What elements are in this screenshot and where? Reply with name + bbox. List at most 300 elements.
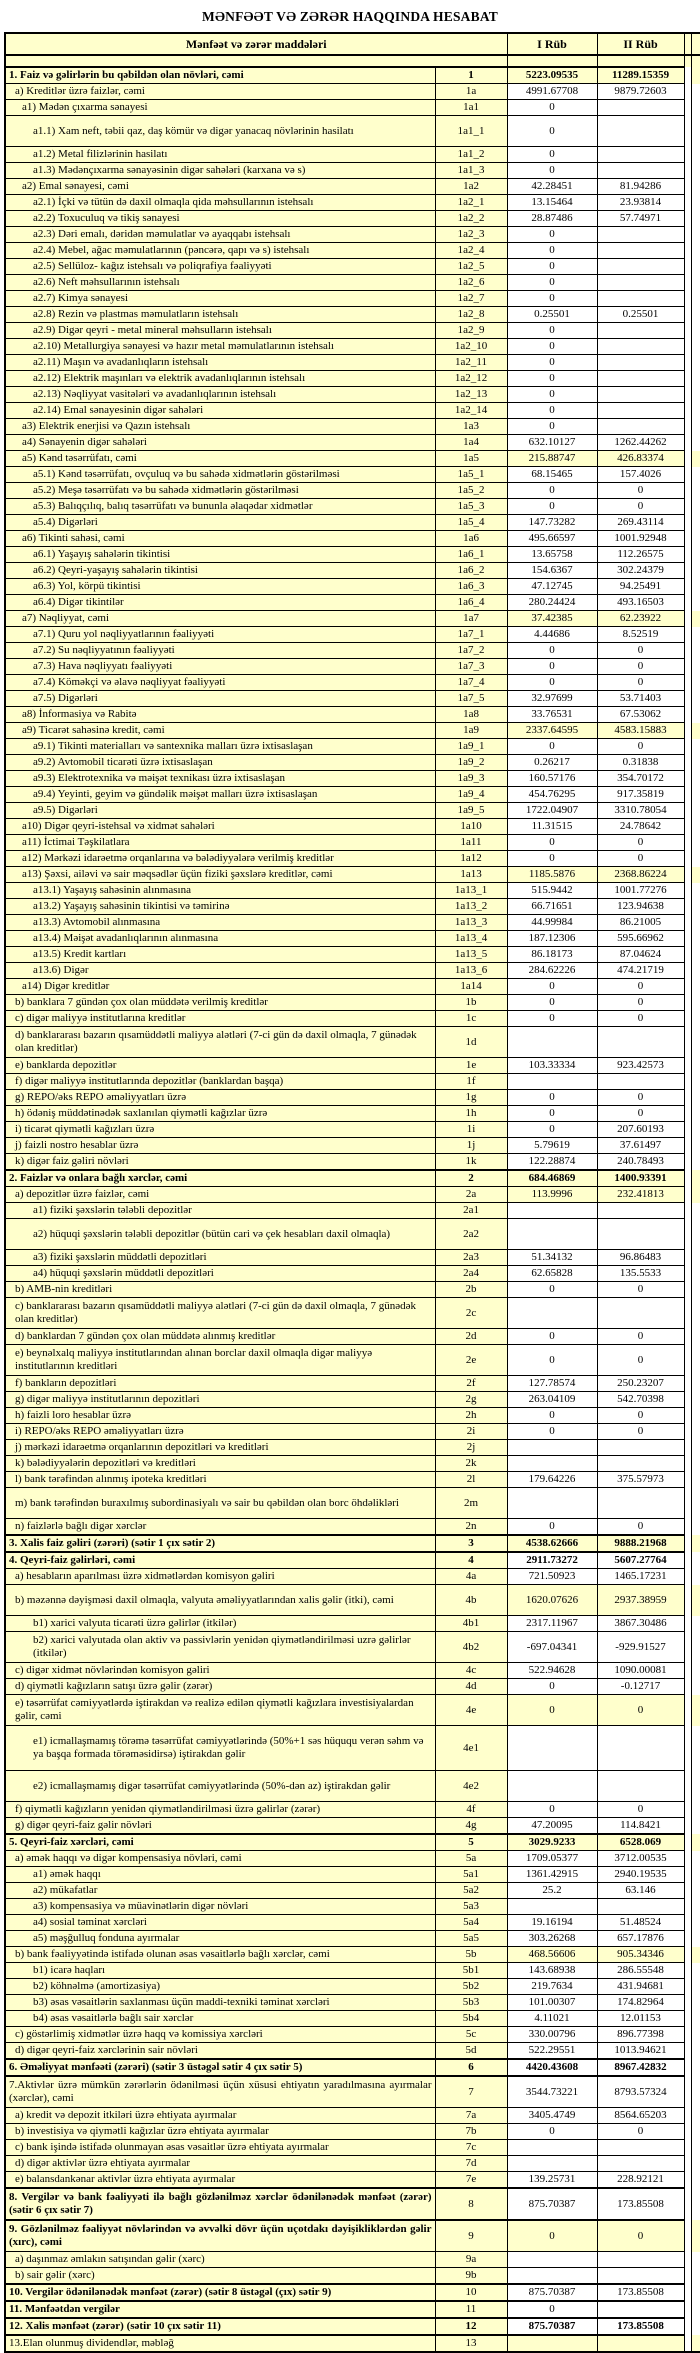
cutoff-column-cell — [684, 67, 700, 84]
value-q1: 4538.62666 — [507, 1535, 597, 1552]
row-code: 1a3 — [435, 419, 507, 435]
cutoff-column-fill — [691, 1138, 700, 1154]
table-row — [5, 1931, 700, 1947]
cutoff-column-fill — [691, 1408, 700, 1424]
cutoff-column-cell — [684, 915, 700, 931]
cutoff-column-fill — [691, 851, 700, 867]
row-code: 1a13_5 — [435, 947, 507, 963]
cutoff-column-cell — [684, 1106, 700, 1122]
value-q2: 0 — [597, 979, 684, 995]
cutoff-column-cell — [684, 1995, 700, 2011]
value-q2 — [597, 243, 684, 259]
table-row — [5, 1519, 700, 1536]
value-q2: 905.34346 — [597, 1947, 684, 1963]
row-code: 2d — [435, 1329, 507, 1345]
cutoff-column-fill — [691, 563, 700, 579]
table-row — [5, 1915, 700, 1931]
row-code: 2a1 — [435, 1203, 507, 1219]
row-code: 1a2 — [435, 179, 507, 195]
page-title: MƏNFƏƏT VƏ ZƏRƏR HAQQINDA HESABAT — [202, 9, 498, 24]
cutoff-column-fill — [691, 2335, 700, 2352]
value-q2: 2368.86224 — [597, 867, 684, 883]
row-code: 5a2 — [435, 1883, 507, 1899]
table-row — [5, 1106, 700, 1122]
row-label: a13.4) Məişət avadanlıqlarının alınmasına — [5, 931, 435, 947]
row-code: 4b1 — [435, 1616, 507, 1632]
row-label: a13) Şəxsi, ailəvi və sair məqsədlər üçün fiziki şəxslərə kreditlər, cəmi — [5, 867, 435, 883]
table-row — [5, 2011, 700, 2027]
value-q2 — [597, 1771, 684, 1802]
value-q2: 0 — [597, 1519, 684, 1536]
table-row — [5, 1883, 700, 1899]
value-q2 — [597, 291, 684, 307]
table-row — [5, 2335, 700, 2352]
value-q1: 147.73282 — [507, 515, 597, 531]
row-label: a1) fiziki şəxslərin tələbli depozitlər — [5, 1203, 435, 1219]
cutoff-column-fill — [691, 2059, 700, 2076]
row-code: 1a2_11 — [435, 355, 507, 371]
cutoff-column-cell — [684, 947, 700, 963]
cutoff-column-cell — [684, 1187, 700, 1203]
row-code: 1a5_1 — [435, 467, 507, 483]
cutoff-column-cell — [684, 931, 700, 947]
row-label: a) depozitlər üzrə faizlər, cəmi — [5, 1187, 435, 1203]
cutoff-column-cell — [684, 2335, 700, 2352]
row-code: 5c — [435, 2027, 507, 2043]
cutoff-column-fill — [691, 771, 700, 787]
cutoff-column-fill — [691, 2076, 700, 2108]
value-q2: 375.57973 — [597, 1472, 684, 1488]
value-q2: 0 — [597, 1408, 684, 1424]
cutoff-column-fill — [691, 1187, 700, 1203]
cutoff-column-fill — [691, 2172, 700, 2189]
row-label: d) digər aktivlər üzrə ehtiyata ayırmalar — [5, 2156, 435, 2172]
row-code: 5d — [435, 2043, 507, 2060]
row-code: 13 — [435, 2335, 507, 2352]
row-code: 2i — [435, 1424, 507, 1440]
value-q2: 0 — [597, 739, 684, 755]
row-label: a2) hüquqi şəxslərin tələbli depozitlər (bütün cari və çek hesabları daxil olmaqla) — [5, 1219, 435, 1250]
row-label: a2.10) Metallurgiya sənayesi və hazır metal məmulatlarının istehsalı — [5, 339, 435, 355]
row-label: a3) fiziki şəxslərin müddətli depozitləri — [5, 1250, 435, 1266]
cutoff-column-cell — [684, 595, 700, 611]
cutoff-column-fill — [691, 403, 700, 419]
row-code: 1a6_2 — [435, 563, 507, 579]
value-q1: 42.28451 — [507, 179, 597, 195]
cutoff-column-cell — [684, 659, 700, 675]
row-label: a7.4) Köməkçi və əlavə nəqliyyat fəaliyyəti — [5, 675, 435, 691]
row-label: 12. Xalis mənfəət (zərər) (sətir 10 çıx sətir 11) — [5, 2318, 435, 2335]
row-code: 4b2 — [435, 1632, 507, 1663]
value-q1: 154.6367 — [507, 563, 597, 579]
row-code: 9 — [435, 2220, 507, 2252]
row-code: 1a6 — [435, 531, 507, 547]
table-row — [5, 1440, 700, 1456]
value-q2: 0.25501 — [597, 307, 684, 323]
table-row — [5, 1203, 700, 1219]
row-label: a1.2) Metal filizlərinin hasilatı — [5, 147, 435, 163]
row-code: 3 — [435, 1535, 507, 1552]
value-q2: 426.83374 — [597, 451, 684, 467]
table-row — [5, 1963, 700, 1979]
value-q2: 0 — [597, 1802, 684, 1818]
table-row — [5, 2059, 700, 2076]
value-q1: 454.76295 — [507, 787, 597, 803]
cutoff-column-cell — [684, 2188, 700, 2220]
cutoff-column-fill — [691, 467, 700, 483]
value-q2: 51.48524 — [597, 1915, 684, 1931]
table-row — [5, 947, 700, 963]
value-q2: 0 — [597, 675, 684, 691]
row-label: g) REPO/əks REPO əməliyyatları üzrə — [5, 1090, 435, 1106]
cutoff-column-cell — [684, 227, 700, 243]
value-q2: -0.12717 — [597, 1679, 684, 1695]
value-q2 — [597, 339, 684, 355]
cutoff-column-fill — [691, 867, 700, 883]
table-header-row — [5, 33, 700, 55]
cutoff-column-fill — [691, 611, 700, 627]
value-q1: 33.76531 — [507, 707, 597, 723]
value-q2: 112.26575 — [597, 547, 684, 563]
row-code: 1a6_4 — [435, 595, 507, 611]
row-label: a) əmək haqqı və digər kompensasiya növləri, cəmi — [5, 1851, 435, 1867]
cutoff-column-fill — [691, 995, 700, 1011]
cutoff-column-fill — [691, 1250, 700, 1266]
profit-loss-table — [4, 32, 700, 2353]
cutoff-column-cell — [684, 1663, 700, 1679]
table-row — [5, 2284, 700, 2301]
value-q2: 0 — [597, 1106, 684, 1122]
cutoff-column-cell — [684, 2027, 700, 2043]
value-q1: 19.16194 — [507, 1915, 597, 1931]
row-label: h) ödəniş müddətinədək saxlanılan qiymətli kağızlar üzrə — [5, 1106, 435, 1122]
value-q2: 0 — [597, 2124, 684, 2140]
row-label: b) bank fəaliyyətində istifadə olunan əsas vəsaitlərlə bağlı xərclər, cəmi — [5, 1947, 435, 1963]
cutoff-column-cell — [684, 803, 700, 819]
row-code: 1a5_2 — [435, 483, 507, 499]
value-q2: 173.85508 — [597, 2284, 684, 2301]
value-q1: 103.33334 — [507, 1058, 597, 1074]
cutoff-column-cell — [684, 1440, 700, 1456]
value-q1 — [507, 1456, 597, 1472]
value-q1: 0 — [507, 147, 597, 163]
table-row — [5, 1154, 700, 1171]
row-label: a13.3) Avtomobil alınmasına — [5, 915, 435, 931]
table-row — [5, 1771, 700, 1802]
cutoff-column-fill — [691, 1058, 700, 1074]
row-code: 1a7_3 — [435, 659, 507, 675]
table-row — [5, 67, 700, 84]
row-code: 1a13_3 — [435, 915, 507, 931]
row-code: 8 — [435, 2188, 507, 2220]
row-code: 9b — [435, 2268, 507, 2285]
row-code: 1a1_1 — [435, 116, 507, 147]
row-code: 12 — [435, 2318, 507, 2335]
value-q1 — [507, 1298, 597, 1329]
cutoff-column-cell — [684, 835, 700, 851]
cutoff-column-fill — [691, 739, 700, 755]
row-label: b) məzənnə dəyişməsi daxil olmaqla, valyuta əməliyyatlarından xalis gəlir (itki), cəmi — [5, 1585, 435, 1616]
table-row — [5, 835, 700, 851]
table-row — [5, 2027, 700, 2043]
cutoff-column-fill — [691, 1771, 700, 1802]
row-label: 13.Elan olunmuş dividendlər, məbləğ — [5, 2335, 435, 2352]
row-code: 1e — [435, 1058, 507, 1074]
value-q2: 232.41813 — [597, 1187, 684, 1203]
row-label: a9.2) Avtomobil ticarəti üzrə ixtisaslaşan — [5, 755, 435, 771]
row-label: a11) İctimai Təşkilatlara — [5, 835, 435, 851]
row-code: 1a2_4 — [435, 243, 507, 259]
value-q1: 0 — [507, 739, 597, 755]
table-row — [5, 643, 700, 659]
value-q2 — [597, 1298, 684, 1329]
cutoff-column-cell — [684, 84, 700, 100]
row-code: 5 — [435, 1834, 507, 1851]
cutoff-column-cell — [684, 691, 700, 707]
row-label: 9. Gözlənilməz fəaliyyət növlərindən və əvvəlki dövr üçün uçotdakı dəyişikliklərdən gəlir (xırc), cəmi — [5, 2220, 435, 2252]
row-code: 1a8 — [435, 707, 507, 723]
table-row — [5, 371, 700, 387]
cutoff-column-cell — [684, 1250, 700, 1266]
value-q1: 4.11021 — [507, 2011, 597, 2027]
value-q2: 2940.19535 — [597, 1867, 684, 1883]
cutoff-column-cell — [684, 2059, 700, 2076]
cutoff-column-cell — [684, 1802, 700, 1818]
cutoff-column-cell — [684, 1488, 700, 1519]
cutoff-column-cell — [684, 643, 700, 659]
row-code: 1a5_4 — [435, 515, 507, 531]
cutoff-column-cell — [684, 2268, 700, 2285]
value-q2 — [597, 2140, 684, 2156]
cutoff-column-cell — [684, 387, 700, 403]
value-q1: 215.88747 — [507, 451, 597, 467]
cutoff-column-fill — [691, 787, 700, 803]
value-q1: 13.15464 — [507, 195, 597, 211]
cutoff-column-cell — [684, 995, 700, 1011]
row-code: 1a2_2 — [435, 211, 507, 227]
table-row — [5, 515, 700, 531]
row-label: a5.2) Meşə təsərrüfatı və bu sahədə xidmətlərin göstərilməsi — [5, 483, 435, 499]
value-q2: 542.70398 — [597, 1392, 684, 1408]
cutoff-column-fill — [691, 419, 700, 435]
table-row — [5, 1170, 700, 1187]
row-label: b4) əsas vəsaitlərlə bağlı sair xərclər — [5, 2011, 435, 2027]
value-q1: 122.28874 — [507, 1154, 597, 1171]
value-q2: 5607.27764 — [597, 1552, 684, 1569]
value-q1: 5223.09535 — [507, 67, 597, 84]
value-q2 — [597, 2252, 684, 2268]
value-q2: 157.4026 — [597, 467, 684, 483]
row-label: b) AMB-nin kreditləri — [5, 1282, 435, 1298]
value-q1: 0 — [507, 163, 597, 179]
cutoff-column-fill — [691, 1106, 700, 1122]
cutoff-column-cell — [684, 1695, 700, 1726]
row-code: 2e — [435, 1345, 507, 1376]
cutoff-column-cell — [684, 1834, 700, 1851]
row-code: 1a14 — [435, 979, 507, 995]
table-row — [5, 403, 700, 419]
row-code: 5b3 — [435, 1995, 507, 2011]
row-code: 1a2_1 — [435, 195, 507, 211]
row-code: 1c — [435, 1011, 507, 1027]
row-label: g) digər qeyri-faiz gəlir növləri — [5, 1818, 435, 1835]
cutoff-column-cell — [684, 1771, 700, 1802]
row-code: 1a7_2 — [435, 643, 507, 659]
value-q1: 1185.5876 — [507, 867, 597, 883]
row-code: 6 — [435, 2059, 507, 2076]
row-label: a5) Kənd təsərrüfatı, cəmi — [5, 451, 435, 467]
value-q1: 32.97699 — [507, 691, 597, 707]
value-q1: 0 — [507, 1282, 597, 1298]
cutoff-column-fill — [691, 1569, 700, 1585]
row-code: 2 — [435, 1170, 507, 1187]
row-label: d) digər qeyri-faiz xərclərinin sair növləri — [5, 2043, 435, 2060]
value-q1: 0 — [507, 291, 597, 307]
cutoff-column-cell — [684, 1138, 700, 1154]
value-q1: 0 — [507, 1679, 597, 1695]
table-row — [5, 100, 700, 116]
table-row — [5, 1947, 700, 1963]
cutoff-column-fill — [691, 371, 700, 387]
row-label: a2.3) Dəri emalı, dəridən məmulatlar və ayaqqabı istehsalı — [5, 227, 435, 243]
value-q1: 68.15465 — [507, 467, 597, 483]
row-code: 5b1 — [435, 1963, 507, 1979]
table-row — [5, 819, 700, 835]
cutoff-column-fill — [691, 1867, 700, 1883]
cutoff-column-fill — [691, 1915, 700, 1931]
cutoff-column-fill — [691, 515, 700, 531]
table-row — [5, 2140, 700, 2156]
row-label: a4) hüquqi şəxslərin müddətli depozitləri — [5, 1266, 435, 1282]
table-row — [5, 1011, 700, 1027]
value-q1: 51.34132 — [507, 1250, 597, 1266]
value-q1: 160.57176 — [507, 771, 597, 787]
row-label: a1.3) Mədənçıxarma sənayəsinin digər sahələri (karxana və s) — [5, 163, 435, 179]
value-q1: 0 — [507, 2301, 597, 2318]
value-q1: 522.29551 — [507, 2043, 597, 2060]
value-q1: 515.9442 — [507, 883, 597, 899]
value-q2: 0 — [597, 483, 684, 499]
cutoff-column-cell — [684, 1219, 700, 1250]
row-label: a) Kreditlər üzrə faizlər, cəmi — [5, 84, 435, 100]
row-code: 2m — [435, 1488, 507, 1519]
row-label: j) faizli nostro hesablar üzrə — [5, 1138, 435, 1154]
table-row — [5, 1282, 700, 1298]
table-row — [5, 467, 700, 483]
value-q2: 2937.38959 — [597, 1585, 684, 1616]
value-q1: 3029.9233 — [507, 1834, 597, 1851]
row-code: 7c — [435, 2140, 507, 2156]
value-q1: 495.66597 — [507, 531, 597, 547]
cutoff-column-fill — [691, 1899, 700, 1915]
cutoff-column-cell — [684, 195, 700, 211]
table-row — [5, 867, 700, 883]
cutoff-column-fill — [691, 1679, 700, 1695]
cutoff-column-fill — [691, 1883, 700, 1899]
row-code: 1a2_10 — [435, 339, 507, 355]
value-q1: 0 — [507, 323, 597, 339]
cutoff-column-cell — [684, 1027, 700, 1058]
cutoff-column-fill — [691, 659, 700, 675]
value-q2: 0 — [597, 1090, 684, 1106]
value-q2: 3310.78054 — [597, 803, 684, 819]
row-code: 1i — [435, 1122, 507, 1138]
value-q1 — [507, 2252, 597, 2268]
table-row — [5, 963, 700, 979]
column-header-items: Mənfəət və zərər maddələri — [5, 33, 507, 55]
value-q1: 0 — [507, 1408, 597, 1424]
cutoff-column-cell — [684, 1472, 700, 1488]
cutoff-column-fill — [691, 291, 700, 307]
cutoff-column-fill — [691, 883, 700, 899]
value-q2: 3867.30486 — [597, 1616, 684, 1632]
cutoff-column-fill — [691, 243, 700, 259]
cutoff-column-cell — [684, 291, 700, 307]
value-q2: 240.78493 — [597, 1154, 684, 1171]
value-q2: 11289.15359 — [597, 67, 684, 84]
cutoff-column-cell — [684, 515, 700, 531]
row-code: 7a — [435, 2108, 507, 2124]
row-code: 1a11 — [435, 835, 507, 851]
value-q1 — [507, 2140, 597, 2156]
row-code: 1a4 — [435, 435, 507, 451]
value-q2: 0 — [597, 643, 684, 659]
table-row — [5, 1329, 700, 1345]
cutoff-column-cell — [684, 1456, 700, 1472]
value-q2: 0 — [597, 659, 684, 675]
cutoff-column-cell — [684, 2043, 700, 2060]
cutoff-column-fill — [691, 1170, 700, 1187]
value-q2 — [597, 100, 684, 116]
value-q2: 0 — [597, 1329, 684, 1345]
table-row — [5, 116, 700, 147]
value-q1: 0 — [507, 419, 597, 435]
table-row — [5, 1585, 700, 1616]
cutoff-column-cell — [684, 1851, 700, 1867]
row-code: 2k — [435, 1456, 507, 1472]
row-label: a13.2) Yaşayış sahəsinin tikintisi və təmirinə — [5, 899, 435, 915]
table-row — [5, 755, 700, 771]
cutoff-column-fill — [691, 1298, 700, 1329]
value-q2: 87.04624 — [597, 947, 684, 963]
value-q2: 0 — [597, 851, 684, 867]
row-code: 1a6_3 — [435, 579, 507, 595]
cutoff-column-fill — [691, 1203, 700, 1219]
value-q1: 0 — [507, 1519, 597, 1536]
row-label: d) banklardan 7 gündən çox olan müddətə alınmış kreditlər — [5, 1329, 435, 1345]
row-label: a5.3) Balıqçılıq, balıq təsərrüfatı və bununla əlaqədar xidmətlər — [5, 499, 435, 515]
value-q1: 2317.11967 — [507, 1616, 597, 1632]
row-label: a2.11) Maşın və avadanlıqların istehsalı — [5, 355, 435, 371]
cutoff-column-fill — [691, 339, 700, 355]
value-q1: 0 — [507, 995, 597, 1011]
value-q2: 0 — [597, 499, 684, 515]
cutoff-column-fill — [691, 2043, 700, 2060]
cutoff-column-cell — [684, 1931, 700, 1947]
table-row — [5, 259, 700, 275]
cutoff-column-fill — [691, 1488, 700, 1519]
cutoff-column-fill — [691, 1963, 700, 1979]
value-q2: 1465.17231 — [597, 1569, 684, 1585]
cutoff-column-fill — [691, 2140, 700, 2156]
cutoff-column-fill — [691, 84, 700, 100]
value-q1: 0 — [507, 499, 597, 515]
row-code: 1a5_3 — [435, 499, 507, 515]
spacer-row — [5, 55, 700, 67]
table-row — [5, 1392, 700, 1408]
value-q1: 2337.64595 — [507, 723, 597, 739]
row-label: f) bankların depozitləri — [5, 1376, 435, 1392]
